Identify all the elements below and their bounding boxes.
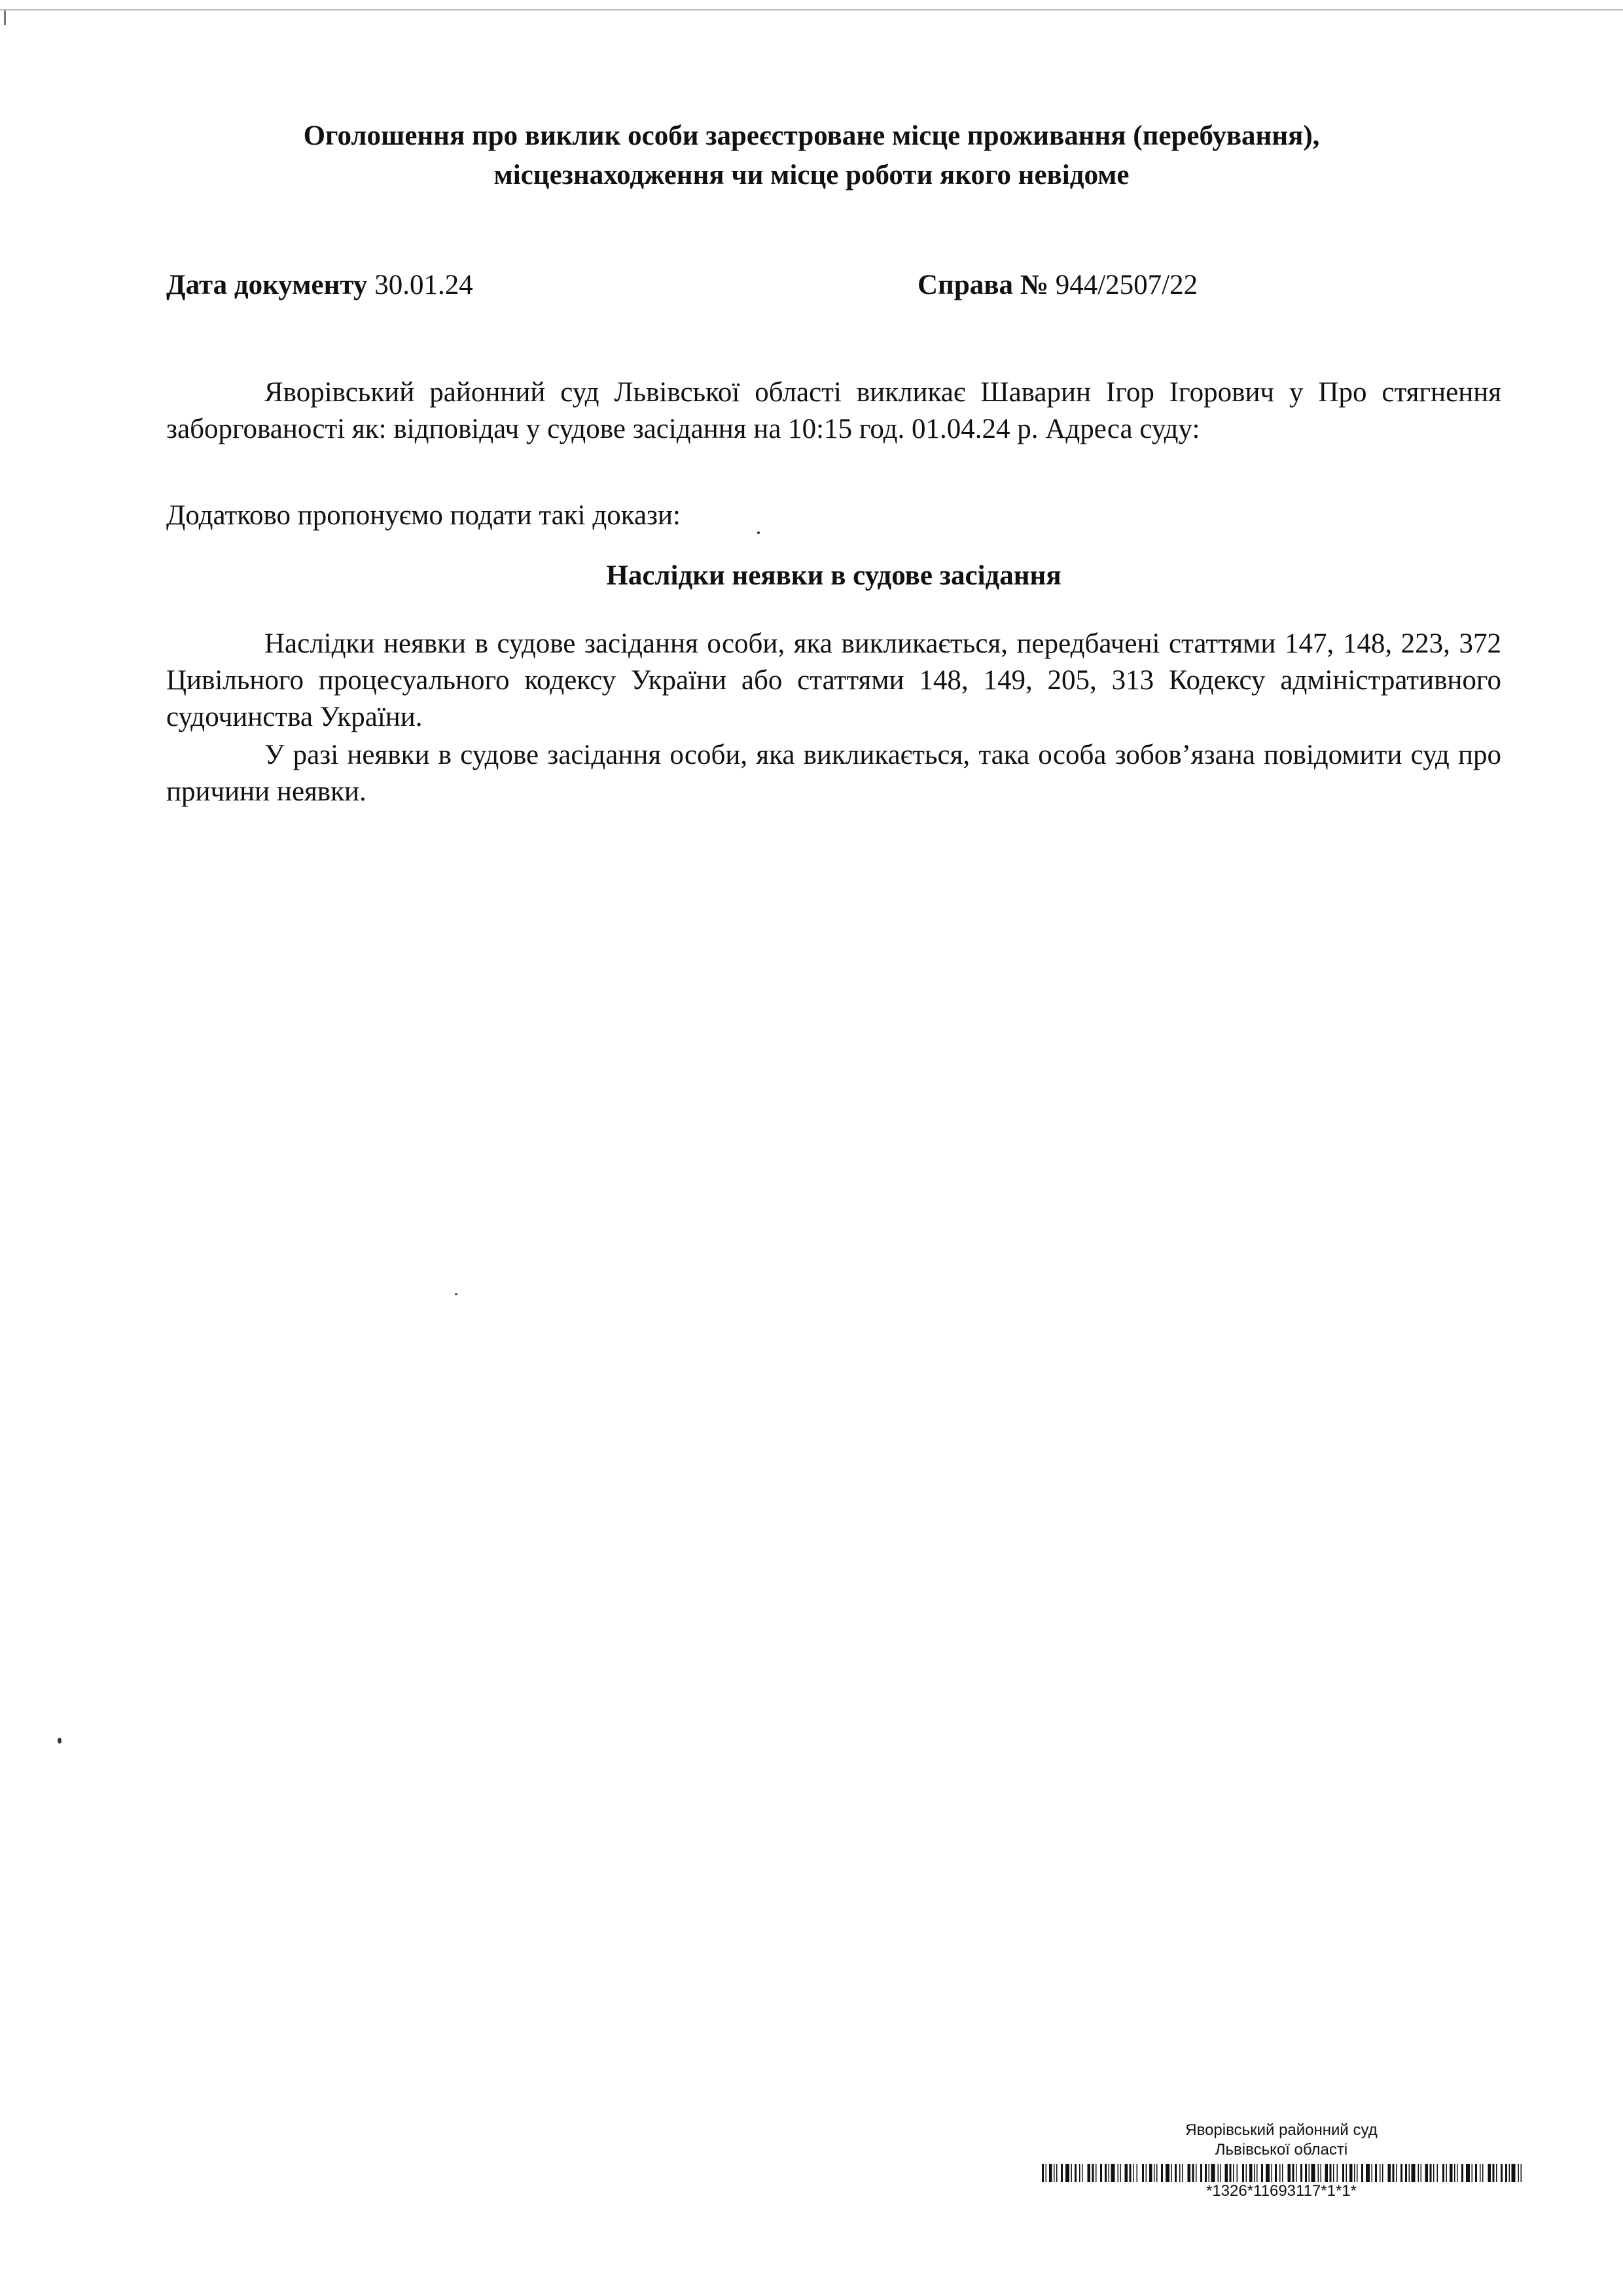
scan-edge xyxy=(0,9,1623,10)
case-number-value: 944/2507/22 xyxy=(1055,270,1198,300)
summons-paragraph: Яворівський районний суд Львівської області викликає Шаварин Ігор Ігорович у Про стягнення заборгованості як: відповідач у судове засідання на 10:15 год. 01.04.24 р. Адреса суду: xyxy=(166,377,1501,444)
scan-speck xyxy=(455,1293,457,1295)
scan-artifact xyxy=(4,10,6,25)
barcode-icon xyxy=(1039,2164,1524,2182)
document-title-line-2: місцезнаходження чи місце роботи якого невідоме xyxy=(493,160,1130,190)
evidence-paragraph: Додатково пропонуємо подати такі докази: xyxy=(166,500,681,531)
document-title-line-1: Оголошення про виклик особи зареєстроване місце проживання (перебування), xyxy=(303,120,1320,151)
document-date xyxy=(166,267,473,304)
scan-speck xyxy=(58,1738,62,1744)
stamp-court-name: Яворівський районний суд xyxy=(1185,2121,1378,2139)
case-number xyxy=(918,267,1198,304)
obligation-paragraph: У разі неявки в судове засідання особи, яка викликається, така особа зобов’язана повідомити суд про причини неявки. xyxy=(166,740,1501,807)
consequences-heading: Наслідки неявки в судове засідання xyxy=(606,560,1061,591)
document-date-value: 30.01.24 xyxy=(374,270,473,300)
court-barcode-stamp xyxy=(1039,2121,1524,2200)
stamp-court-region: Львівської області xyxy=(1215,2141,1348,2159)
document-title xyxy=(164,117,1459,195)
barcode-number: *1326*11693117*1*1* xyxy=(1205,2182,1357,2200)
consequences-paragraph: Наслідки неявки в судове засідання особи, яка викликається, передбачені статтями 147, 148, 223, 372 Цивільного процесуального кодексу України або статтями 148, 149, 205, 313 Кодексу адміністративного судочинства України. xyxy=(166,628,1501,732)
document-date-label: Дата документу xyxy=(166,270,368,300)
case-number-label: Справа № xyxy=(918,270,1048,300)
scan-speck xyxy=(757,531,760,534)
